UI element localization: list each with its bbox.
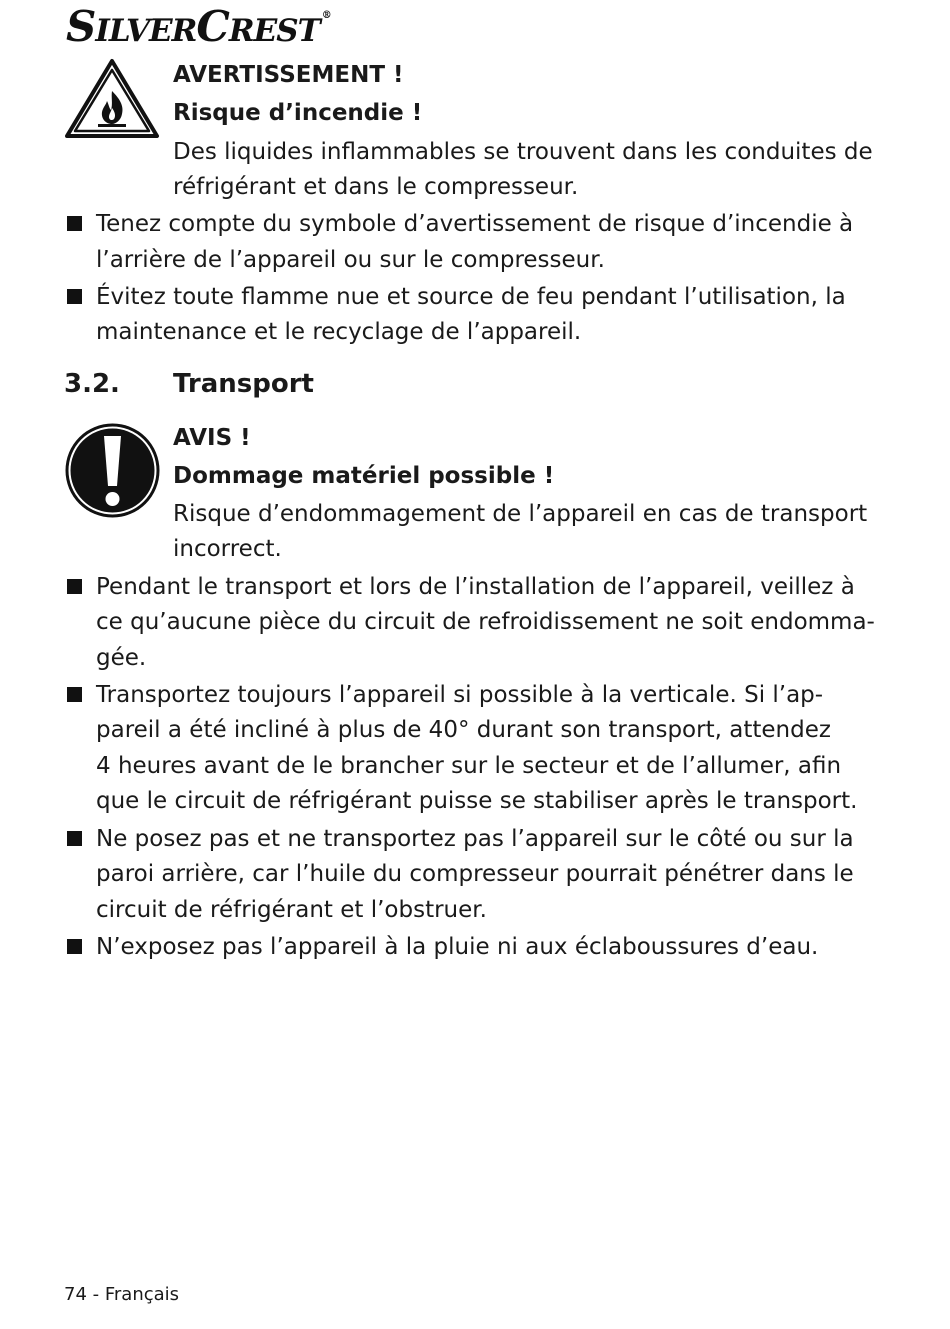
bullet-square-icon: [67, 579, 82, 594]
logo-letters: ILVER: [95, 13, 197, 49]
logo-letter: C: [196, 2, 229, 51]
bullet-square-icon: [67, 289, 82, 304]
notice-title: AVIS !: [173, 425, 251, 451]
warning-text-line: réfrigérant et dans le compresseur.: [173, 174, 579, 200]
bullet-square-icon: [67, 687, 82, 702]
bullet-square-icon: [67, 939, 82, 954]
bullet-square-icon: [67, 831, 82, 846]
list-item-line: Tenez compte du symbole d’avertissement de risque d’incendie à: [96, 211, 854, 237]
warning-subtitle: Risque d’incendie !: [173, 100, 423, 126]
warning-title: AVERTISSEMENT !: [173, 62, 404, 88]
list-item-line: ce qu’aucune pièce du circuit de refroidissement ne soit endomma-: [96, 609, 875, 635]
notice-text-line: Risque d’endommagement de l’appareil en cas de transport: [173, 501, 868, 527]
list-item-line: Transportez toujours l’appareil si possible à la verticale. Si l’ap-: [96, 682, 824, 708]
list-item-line: circuit de réfrigérant et l’obstruer.: [96, 897, 487, 923]
list-item-line: que le circuit de réfrigérant puisse se stabiliser après le transport.: [96, 788, 858, 814]
notice-subtitle: Dommage matériel possible !: [173, 463, 555, 489]
list-item-line: l’arrière de l’appareil ou sur le compresseur.: [96, 247, 605, 273]
brand-logo: [66, 2, 331, 51]
list-item-line: paroi arrière, car l’huile du compresseur pourrait pénétrer dans le: [96, 861, 854, 887]
section-title: Transport: [173, 369, 314, 399]
page-footer: 74 - Français: [64, 1284, 180, 1305]
list-item-line: maintenance et le recyclage de l’appareil.: [96, 319, 582, 345]
list-item-line: pareil a été incliné à plus de 40° durant son transport, attendez: [96, 717, 831, 743]
logo-letters: REST: [228, 13, 320, 49]
list-item-line: Pendant le transport et lors de l’installation de l’appareil, veillez à: [96, 574, 855, 600]
fire-warning-icon: [64, 58, 160, 140]
warning-text-line: Des liquides inflammables se trouvent dans les conduites de: [173, 139, 873, 165]
list-item-line: gée.: [96, 645, 147, 671]
list-item-line: 4 heures avant de le brancher sur le secteur et de l’allumer, afin: [96, 753, 842, 779]
list-item-line: Évitez toute flamme nue et source de feu pendant l’utilisation, la: [96, 284, 846, 310]
notice-text-line: incorrect.: [173, 536, 282, 562]
list-item-line: Ne posez pas et ne transportez pas l’appareil sur le côté ou sur la: [96, 826, 854, 852]
logo-letter: S: [66, 2, 96, 51]
exclamation-circle-icon: [64, 422, 161, 519]
section-number: 3.2.: [64, 369, 120, 399]
list-item-line: N’exposez pas l’appareil à la pluie ni aux éclaboussures d’eau.: [96, 934, 819, 960]
logo-registered-mark: ®: [321, 10, 331, 21]
bullet-square-icon: [67, 216, 82, 231]
